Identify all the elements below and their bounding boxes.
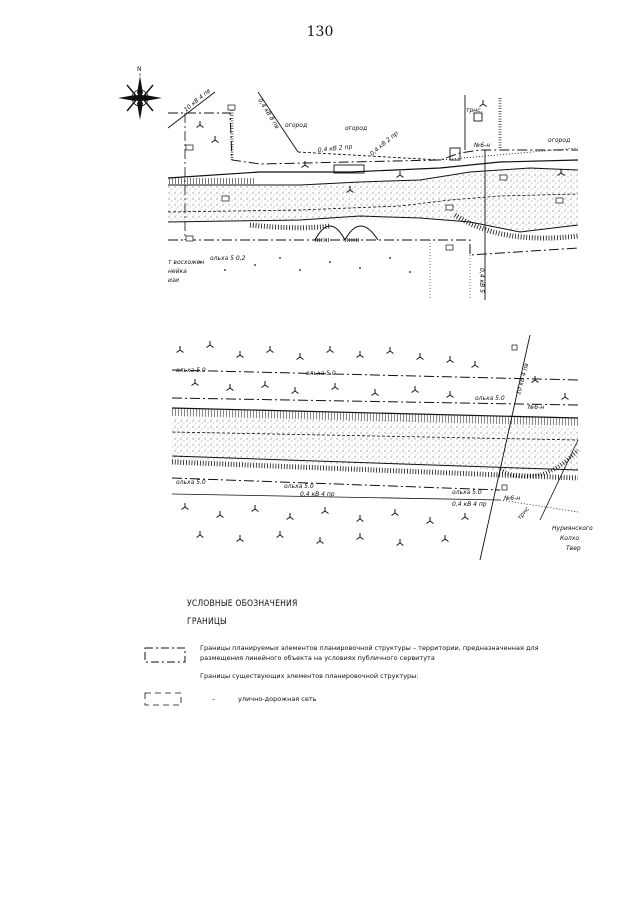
- legend-item-planned-boundary: Границы планируемых элементов планировочной структуры – территории, предназначенная для размещения линейного объекта на условиях публичного сервитута: [200, 644, 539, 662]
- boundary-planned-bottom: [172, 370, 578, 380]
- label-left-cut-2: нейка: [168, 268, 187, 275]
- map-bottom: [172, 335, 593, 560]
- svg-text:N: N: [137, 66, 142, 73]
- compass-rose-icon: [118, 66, 162, 120]
- label-right-cut-2: Колхо: [560, 535, 579, 542]
- label-vl-04kv-4pr-b: 0,4 кВ 4 пр: [452, 501, 487, 508]
- legend-item-dash: –: [212, 695, 216, 703]
- label-olkha-b6: ольха 5.0: [452, 489, 482, 496]
- label-olkha-top: ольха 5 0,2: [210, 255, 246, 262]
- label-vl-04kv-diag: 0,4 кВ 8 пв: [256, 97, 281, 131]
- label-vl-10kv: 10 кВ 4 пв: [182, 87, 213, 114]
- label-vl-10kv-diag-top: 10 кВ 4 пв: [515, 362, 531, 396]
- label-left-cut-1: т восхожен: [168, 259, 205, 266]
- legend-symbol-existing-boundary: [145, 693, 181, 705]
- label-vl-04kv-2pr-b: 0,4 кВ 2 пр: [368, 129, 400, 158]
- label-vl-04kv-4pr-a: 0,4 кВ 4 пр: [300, 491, 335, 498]
- label-right-cut-3: Твер: [566, 545, 581, 552]
- map-top: [118, 66, 578, 300]
- legend-symbol-planned-boundary: [145, 648, 185, 662]
- legend-item-street-network: улично-дорожная сеть: [238, 695, 317, 703]
- label-left-cut-3: изи: [168, 277, 179, 284]
- label-olkha-b1: ольха 5.0: [176, 367, 206, 374]
- label-well-b2: №6-н: [504, 495, 521, 502]
- label-well-top: №6-н: [474, 142, 491, 149]
- label-olkha-b5: ольха 5.0: [284, 483, 314, 490]
- legend-title: УСЛОВНЫЕ ОБОЗНАЧЕНИЯ: [187, 599, 298, 609]
- legend-symbols: [145, 648, 185, 705]
- label-ogorod-2: огород: [345, 125, 368, 132]
- label-right-cut-1: Нуриянского: [552, 525, 593, 532]
- label-olkha-b4: ольха 5.0: [176, 479, 206, 486]
- label-trans-top: трнс.: [466, 107, 483, 114]
- legend-subtitle: ГРАНИЦЫ: [187, 617, 227, 627]
- legend-item-existing-header: Границы существующих элементов планировочной структуры:: [200, 672, 419, 680]
- page-number: 130: [306, 24, 334, 40]
- label-ogorod-3: огород: [548, 137, 571, 144]
- label-olkha-b2: ольха 5.0: [306, 370, 336, 377]
- label-olkha-b3: ольха 5.0: [475, 395, 505, 402]
- road-fill-bottom: [172, 418, 578, 472]
- label-trans-bottom: трнс: [516, 505, 531, 522]
- label-vl-04kv-2pr-a: 0,4 кВ 2 пр: [317, 143, 353, 154]
- road-fill-top: [168, 168, 578, 232]
- label-bottom-right-top: 0,4 кВ 5: [478, 268, 485, 293]
- label-ogorod-1: огород: [285, 122, 308, 129]
- label-well-b1: №6-н: [528, 404, 545, 411]
